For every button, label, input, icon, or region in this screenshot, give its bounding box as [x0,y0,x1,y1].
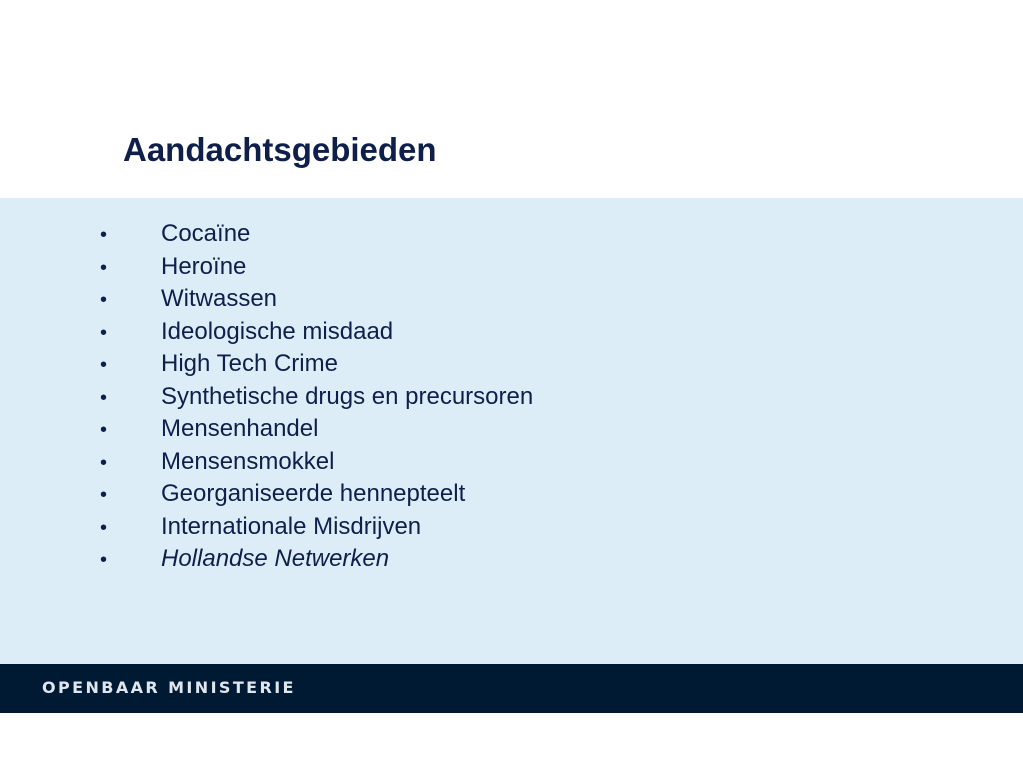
list-item [100,545,533,578]
bullet-icon: • [100,256,108,279]
list-item-text: Heroïne [161,252,247,280]
bullet-icon: • [100,224,108,246]
footer-bar [0,664,1023,713]
topic-list [100,220,533,578]
bullet-icon: • [100,289,108,311]
list-item-text: Synthetische drugs en precursoren [161,382,534,410]
bullet-icon: • [100,354,108,376]
bullet-icon: • [100,549,108,571]
bullet-icon: • [100,516,108,539]
bullet-icon: • [100,419,108,441]
list-item [100,448,533,481]
list-item-text: Georganiseerde hennepteelt [161,480,466,507]
list-item-text: Mensensmokkel [161,447,335,475]
list-item [100,253,533,286]
list-item [100,220,533,253]
list-item [100,318,533,351]
list-item [100,480,533,513]
bullet-icon: • [100,321,108,344]
bullet-icon: • [100,484,108,506]
bullet-icon: • [100,451,108,474]
organization-logo-text: OPENBAAR MINISTERIE [42,678,296,697]
list-item [100,415,533,448]
list-item-text: Cocaïne [161,220,251,247]
list-item-text: Mensenhandel [161,415,319,442]
list-item [100,350,533,383]
list-item-text: Ideologische misdaad [161,317,394,345]
list-item-text: Hollandse Netwerken [161,545,390,572]
list-item-text: Internationale Misdrijven [161,512,422,540]
list-item-text: Witwassen [161,285,278,312]
list-item-text: High Tech Crime [161,350,338,377]
slide-title: Aandachtsgebieden [123,131,437,168]
list-item [100,285,533,318]
list-item [100,383,533,416]
list-item [100,513,533,546]
bullet-icon: • [100,386,108,409]
